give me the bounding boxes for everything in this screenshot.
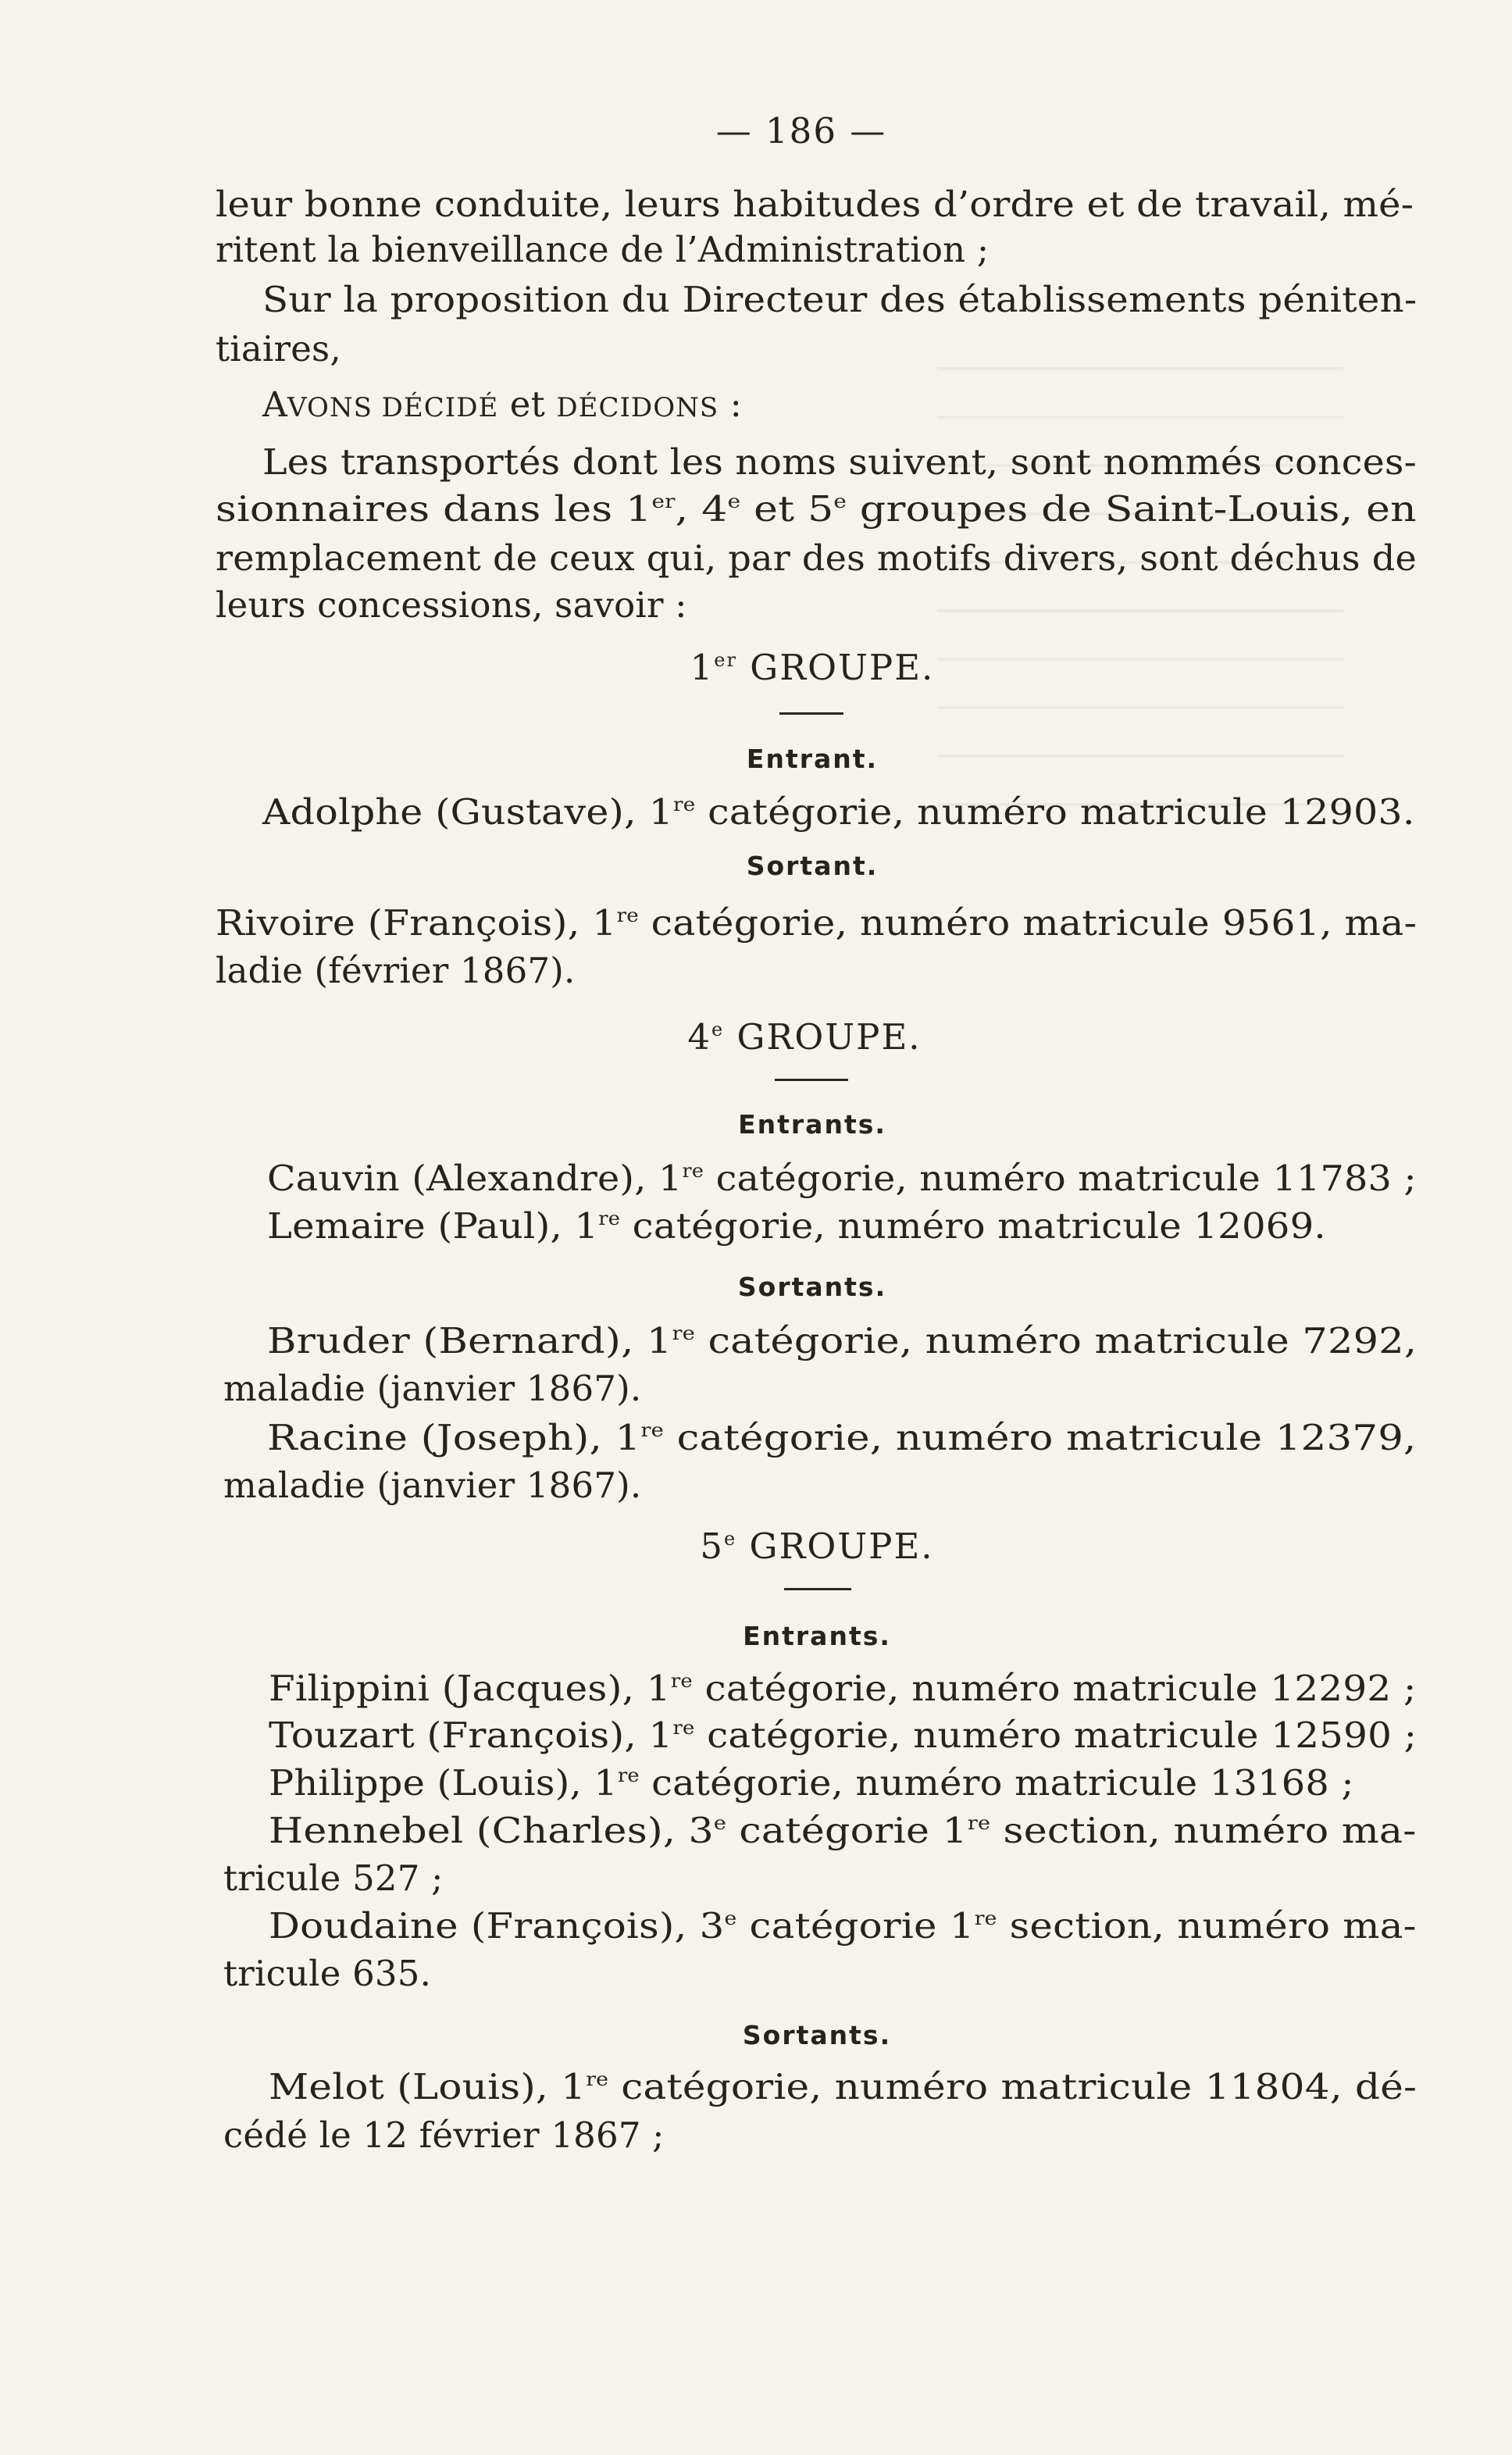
heading-rule [775,1079,848,1081]
text-segment: Melot (Louis), 1 [269,2066,587,2107]
bleed-through-text [937,336,1343,836]
text-segment: sionnaires dans les 1 [216,488,652,530]
superscript: re [640,1419,665,1441]
entry-line [269,1904,1417,1949]
superscript: e [833,491,847,512]
text-line: leurs concessions, savoir : [216,584,687,626]
superscript: re [616,905,639,926]
entry-line [267,1204,1326,1249]
decision-line [262,382,742,430]
entry-line [269,2064,1417,2110]
text-segment: Philippe (Louis), 1 [269,1762,618,1804]
text-segment: Rivoire (François), 1 [216,902,617,944]
group-4-heading [687,1015,921,1060]
superscript: er [651,491,676,512]
entrants-label: Entrants. [743,1621,891,1651]
decision-conj: et [498,384,557,425]
text-segment: Lemaire (Paul), 1 [267,1205,599,1247]
superscript: re [598,1208,621,1229]
heading-label: GROUPE. [736,647,935,688]
heading-number: 1 [690,647,715,688]
superscript: re [672,1322,696,1344]
text-segment: groupes de Saint-Louis, en [847,488,1417,530]
heading-rule [779,712,843,715]
entry-line [269,1713,1417,1758]
text-segment: Touzart (François), 1 [269,1715,673,1756]
text-line: leur bonne conduite, leurs habitudes d’ordre et de travail, mé- [216,184,1414,225]
text-segment: catégorie, numéro matricule 11783 ; [704,1158,1417,1199]
superscript: er [714,649,737,671]
heading-label: GROUPE. [736,1525,934,1567]
text-segment: Hennebel (Charles), 3 [269,1810,714,1851]
text-line: ritent la bienveillance de l’Administration ; [216,229,990,270]
entry-line: cédé le 12 février 1867 ; [223,2114,665,2156]
entry-line [262,790,1415,835]
superscript: e [724,1528,737,1550]
entrants-label: Entrants. [738,1109,886,1140]
text-segment: catégorie, numéro matricule 9561, ma- [638,902,1418,944]
entry-line [267,1156,1417,1201]
group-5-heading [700,1524,933,1569]
entry-line [269,1666,1417,1711]
superscript: e [724,1907,737,1929]
superscript: e [711,1019,725,1040]
text-segment: catégorie 1 [736,1905,975,1947]
decision-smallcaps: VONS DÉCIDÉ [287,392,499,423]
text-segment: section, numéro ma- [990,1810,1417,1851]
decision-smallcaps-2: DÉCIDONS [556,392,719,423]
superscript: re [670,1670,693,1692]
entry-line [269,1808,1417,1854]
superscript: re [967,1812,991,1834]
entry-line: tricule 527 ; [223,1857,444,1899]
text-segment: catégorie, numéro matricule 12379, [664,1417,1417,1458]
page-number: — 186 — [715,110,887,152]
text-segment: catégorie 1 [726,1810,968,1851]
heading-number: 5 [700,1525,725,1567]
text-line: Les transportés dont les noms suivent, sont nommés conces- [262,441,1417,483]
text-segment: Filippini (Jacques), 1 [269,1668,671,1709]
entry-line [216,901,1417,946]
sortant-label: Sortant. [746,851,879,881]
sortants-label: Sortants. [742,2020,892,2050]
text-segment: Adolphe (Gustave), 1 [262,791,673,833]
text-segment: catégorie, numéro matricule 7292, [695,1320,1418,1361]
text-segment: Doudaine (François), 3 [269,1905,725,1947]
superscript: e [713,1812,727,1834]
text-segment: catégorie, numéro matricule 13168 ; [639,1762,1354,1804]
entry-line: maladie (janvier 1867). [223,1368,642,1409]
decision-initial: A [262,385,287,425]
superscript: re [617,1765,640,1786]
text-segment: Cauvin (Alexandre), 1 [267,1158,683,1199]
entry-line: tricule 635. [223,1953,432,1994]
sortants-label: Sortants. [737,1272,887,1302]
superscript: re [682,1160,704,1182]
entry-line [269,1761,1354,1806]
text-segment: catégorie, numéro matricule 12590 ; [694,1715,1418,1756]
text-line: tiaires, [216,328,341,369]
heading-number: 4 [687,1016,712,1058]
superscript: re [672,794,696,815]
heading-label: GROUPE. [724,1016,922,1058]
text-segment: catégorie, numéro matricule 12903. [695,791,1415,833]
text-segment: Bruder (Bernard), 1 [267,1320,672,1361]
text-segment: catégorie, numéro matricule 12292 ; [692,1668,1417,1709]
text-line [216,487,1417,532]
text-segment: et 5 [740,488,834,530]
entrant-label: Entrant. [746,744,879,774]
superscript: re [672,1717,695,1739]
entry-line: ladie (février 1867). [216,950,576,991]
group-1-heading [690,645,935,690]
superscript: re [586,2068,609,2090]
entry-line: maladie (janvier 1867). [223,1465,642,1506]
entry-line [267,1318,1417,1364]
text-segment: catégorie, numéro matricule 11804, dé- [608,2066,1418,2107]
decision-colon: : [719,384,742,425]
text-line: remplacement de ceux qui, par des motifs divers, sont déchus de [216,537,1417,579]
text-segment: Racine (Joseph), 1 [267,1417,641,1458]
text-segment: section, numéro ma- [997,1905,1417,1947]
heading-rule [784,1588,851,1590]
text-segment: catégorie, numéro matricule 12069. [620,1205,1326,1247]
entry-line [267,1415,1417,1461]
superscript: e [727,491,741,512]
text-segment: , 4 [675,488,728,530]
superscript: re [974,1907,997,1929]
text-line: Sur la proposition du Directeur des établissements péniten- [262,279,1418,320]
